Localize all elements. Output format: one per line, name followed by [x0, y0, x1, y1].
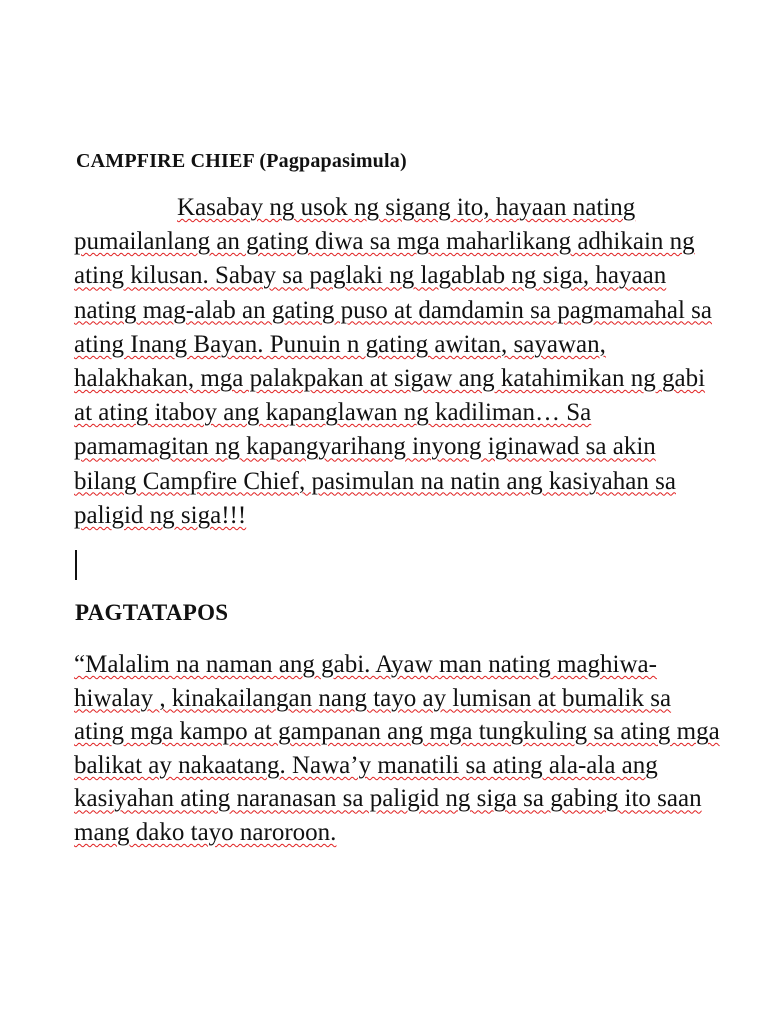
opening-line: pumailanlang an gating diwa sa mga maharlikang adhikain ng — [74, 228, 695, 256]
closing-line: kasiyahan ating naranasan sa paligid ng siga sa gabing ito saan — [74, 785, 702, 813]
closing-line: “Malalim na naman ang gabi. Ayaw man nating maghiwa- — [74, 651, 657, 678]
opening-line: ating Inang Bayan. Punuin n gating awitan, sayawan, — [74, 330, 606, 358]
opening-line: Kasabay ng usok ng sigang ito, hayaan nating — [177, 194, 636, 221]
opening-heading: CAMPFIRE CHIEF (Pagpapasimula) — [76, 150, 407, 172]
closing-line: balikat ay nakaatang. Nawa’y manatili sa ating ala-ala ang — [74, 751, 658, 779]
closing-heading: PAGTATAPOS — [75, 600, 229, 625]
closing-line: mang dako tayo naroroon. — [74, 818, 337, 846]
opening-line: bilang Campfire Chief, pasimulan na natin ang kasiyahan sa — [74, 467, 676, 495]
closing-paragraph[interactable] — [74, 648, 720, 850]
opening-line: paligid ng siga!!! — [74, 501, 247, 529]
text-cursor — [75, 550, 77, 580]
opening-line: at ating itaboy ang kapanglawan ng kadiliman… Sa — [74, 399, 592, 427]
opening-paragraph[interactable] — [74, 191, 714, 533]
opening-line: pamamagitan ng kapangyarihang inyong iginawad sa akin — [74, 433, 656, 461]
opening-line: halakhakan, mga palakpakan at sigaw ang katahimikan ng gabi — [74, 365, 706, 393]
opening-line: ating kilusan. Sabay sa paglaki ng lagablab ng siga, hayaan — [74, 262, 667, 290]
closing-line: ating mga kampo at gampanan ang mga tungkuling sa ating mga — [74, 718, 720, 746]
opening-line: nating mag-alab an gating puso at damdamin sa pagmamahal sa — [74, 296, 713, 324]
closing-line: hiwalay , kinakailangan nang tayo ay lumisan at bumalik sa — [74, 684, 672, 712]
